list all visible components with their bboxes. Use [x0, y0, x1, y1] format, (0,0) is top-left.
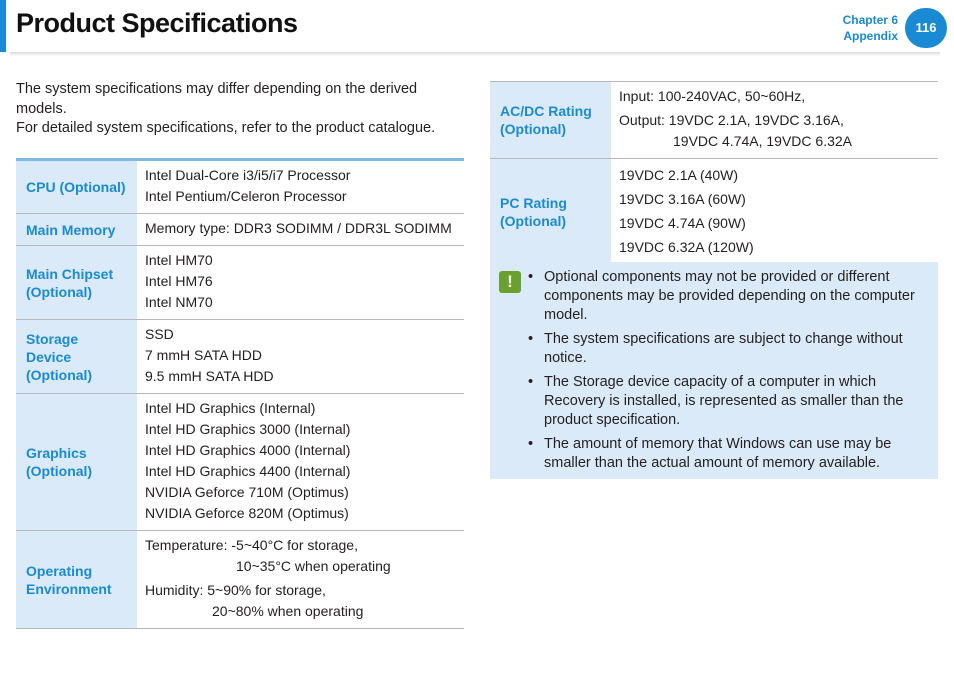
spec-value-line: Intel NM70: [145, 294, 213, 310]
note-box: [490, 262, 938, 479]
spec-label-main-chipset: Main Chipset (Optional): [16, 246, 137, 320]
spec-value-line: 20~80% when operating: [212, 603, 364, 619]
table-row: [490, 82, 938, 159]
spec-label-main-memory: Main Memory: [16, 214, 137, 246]
spec-value-line: Intel HD Graphics 3000 (Internal): [145, 421, 351, 437]
table-row: [16, 394, 464, 531]
spec-value-storage-device: [137, 320, 464, 394]
spec-value-main-chipset: [137, 246, 464, 320]
spec-label-storage-device: Storage Device (Optional): [16, 320, 137, 394]
spec-value-operating-environment: [137, 531, 464, 629]
spec-value-ac-dc-rating: [611, 82, 938, 159]
spec-value-line: 10~35°C when operating: [236, 558, 391, 574]
spec-value-line: Intel HD Graphics 4400 (Internal): [145, 463, 351, 479]
spec-label-operating-environment: Operating Environment: [16, 531, 137, 629]
spec-value-line: 19VDC 2.1A (40W): [619, 167, 739, 183]
table-row: [490, 159, 938, 266]
table-row: [16, 160, 464, 214]
spec-label-ac-dc-rating: AC/DC Rating (Optional): [490, 82, 611, 159]
spec-value-line: Temperature: -5~40°C for storage,: [145, 537, 358, 553]
table-row: [16, 320, 464, 394]
spec-value-line: 19VDC 6.32A (120W): [619, 239, 754, 255]
note-list: [528, 268, 932, 478]
spec-value-line: 7 mmH SATA HDD: [145, 347, 262, 363]
chapter-name: Appendix: [843, 29, 898, 43]
spec-label-cpu: CPU (Optional): [16, 160, 137, 214]
spec-value-line: Humidity: 5~90% for storage,: [145, 582, 326, 598]
header-divider: [10, 52, 940, 56]
spec-value-main-memory: [137, 214, 464, 246]
spec-value-line: Memory type: DDR3 SODIMM / DDR3L SODIMM: [145, 220, 452, 236]
spec-value-graphics: [137, 394, 464, 531]
spec-label-pc-rating: PC Rating (Optional): [490, 159, 611, 266]
spec-value-line: 19VDC 4.74A (90W): [619, 215, 746, 231]
spec-value-line: Intel HD Graphics (Internal): [145, 400, 316, 416]
spec-value-line: Intel HD Graphics 4000 (Internal): [145, 442, 351, 458]
spec-value-line: Input: 100-240VAC, 50~60Hz,: [619, 88, 806, 104]
spec-value-line: 19VDC 3.16A (60W): [619, 191, 746, 207]
spec-value-line: Intel Dual-Core i3/i5/i7 Processor: [145, 167, 351, 183]
spec-value-line: NVIDIA Geforce 820M (Optimus): [145, 505, 349, 521]
table-row: [16, 531, 464, 629]
list-item: • The system specifications are subject to change without notice.: [528, 330, 932, 368]
list-item: • The Storage device capacity of a computer in which Recovery is installed, is represented as smaller than the product specification.: [528, 373, 932, 430]
spec-value-line: NVIDIA Geforce 710M (Optimus): [145, 484, 349, 500]
header-accent-bar: [0, 0, 6, 52]
list-item: • Optional components may not be provided or different components may be provided depending on the computer model.: [528, 268, 932, 325]
intro-line-1: The system specifications may differ depending on the derived models.: [16, 81, 418, 117]
spec-label-graphics: Graphics (Optional): [16, 394, 137, 531]
spec-value-line: Intel HM76: [145, 273, 213, 289]
spec-value-line: SSD: [145, 326, 174, 342]
spec-value-line: Intel Pentium/Celeron Processor: [145, 188, 347, 204]
chapter-label: [843, 12, 898, 44]
spec-value-line: 9.5 mmH SATA HDD: [145, 368, 274, 384]
spec-table-right: [490, 81, 938, 266]
exclamation-icon: !: [499, 271, 521, 293]
spec-value-line: Intel HM70: [145, 252, 213, 268]
spec-value-pc-rating: [611, 159, 938, 266]
page-title: Product Specifications: [16, 8, 298, 38]
list-item: • The amount of memory that Windows can use may be smaller than the actual amount of memory available.: [528, 435, 932, 473]
spec-value-line: Output: 19VDC 2.1A, 19VDC 3.16A,: [619, 112, 844, 128]
intro-text: [16, 80, 466, 139]
spec-value-cpu: [137, 160, 464, 214]
spec-value-line: 19VDC 4.74A, 19VDC 6.32A: [673, 133, 852, 149]
spec-table-left: [16, 158, 464, 629]
table-row: [16, 246, 464, 320]
table-row: [16, 214, 464, 246]
chapter-number: Chapter 6: [842, 13, 898, 27]
page-number-badge: 116: [905, 8, 947, 48]
intro-line-2: For detailed system specifications, refer to the product catalogue.: [16, 120, 436, 136]
